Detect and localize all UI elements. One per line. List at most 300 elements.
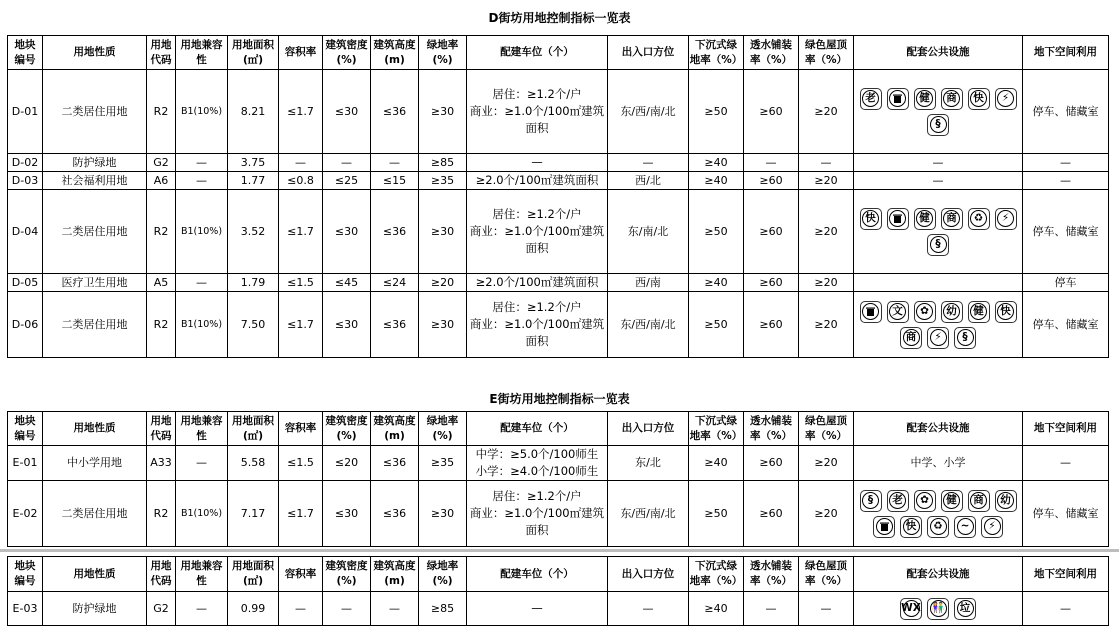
cell-land-compat: — (176, 592, 228, 626)
header-line: 下沉式绿 (695, 38, 737, 51)
parking-line: ≥2.0个/100㎡建筑面积 (475, 173, 599, 187)
cell-facilities (854, 274, 1023, 292)
header-line: (m) (384, 429, 405, 442)
power-icon: ⚡ (981, 516, 1003, 538)
cell-permeable: ≥60 (744, 446, 799, 481)
header-permeable (744, 412, 799, 446)
cell-sunken-green: ≥50 (689, 190, 744, 274)
cell-land-nature: 中小学用地 (43, 446, 147, 481)
cell-height: — (371, 154, 419, 172)
header-line: 用地兼容 (180, 38, 223, 51)
cell-underground: 停车、储藏室 (1023, 481, 1109, 547)
header-land-compat (176, 36, 228, 70)
header-line: (㎡) (242, 429, 264, 442)
cell-density: ≤30 (323, 70, 371, 154)
cell-land-area: 3.52 (228, 190, 279, 274)
fitness-icon: 健 (914, 208, 936, 230)
cell-plot-id: D-01 (8, 70, 43, 154)
cell-facilities: 中学、小学 (854, 446, 1023, 481)
power-icon: ⚡ (927, 327, 949, 349)
cell-sunken-green: ≥50 (689, 481, 744, 547)
table-row (8, 154, 1109, 172)
header-land-compat (176, 557, 228, 592)
header-line: (%) (432, 575, 453, 587)
header-far: 容积率 (279, 557, 323, 592)
commerce-icon: 商 (941, 208, 963, 230)
table-row (8, 70, 1109, 154)
cell-green-roof: ≥20 (799, 481, 854, 547)
fitness-icon: 健 (941, 490, 963, 512)
cell-land-nature: 医疗卫生用地 (43, 274, 147, 292)
header-green-roof (799, 557, 854, 592)
facility-icons (854, 86, 1022, 138)
cell-land-area: 7.17 (228, 481, 279, 547)
cell-land-code: A6 (147, 172, 176, 190)
cell-green-rate: ≥30 (419, 190, 467, 274)
header-land-nature: 用地性质 (43, 557, 147, 592)
header-line: 建筑高度 (373, 414, 416, 427)
page-separator (0, 549, 1119, 552)
cell-land-area: 3.75 (228, 154, 279, 172)
header-line: 建筑密度 (325, 560, 368, 572)
trash-bin-icon (860, 301, 882, 323)
header-sunken-green (689, 412, 744, 446)
cell-green-roof: ≥20 (799, 274, 854, 292)
header-line: 绿地率 (426, 38, 459, 51)
table-row (8, 190, 1109, 274)
recycle-icon: ♻ (968, 208, 990, 230)
express-icon: 快 (860, 208, 882, 230)
cell-green-roof: ≥20 (799, 446, 854, 481)
header-line: 地率（%） (689, 429, 743, 442)
cell-entrance: 西/北 (608, 172, 689, 190)
parking-line: 面积 (525, 523, 549, 537)
cell-land-area: 1.77 (228, 172, 279, 190)
cell-density: ≤20 (323, 446, 371, 481)
cell-underground: — (1023, 446, 1109, 481)
header-land-nature: 用地性质 (43, 412, 147, 446)
header-far: 容积率 (279, 36, 323, 70)
facility-icons (854, 488, 1022, 540)
header-line: 建筑高度 (373, 560, 416, 572)
header-line: 绿色屋顶 (805, 414, 847, 427)
trash-bin-icon (873, 516, 895, 538)
header-green-rate (419, 557, 467, 592)
header-line: 编号 (14, 53, 36, 66)
header-line: 性 (196, 575, 207, 587)
header-line: 绿色屋顶 (805, 560, 847, 572)
cell-green-rate: ≥30 (419, 292, 467, 358)
table-e-title: E街坊用地控制指标一览表 (489, 392, 630, 406)
header-line: 地率（%） (689, 53, 743, 66)
parking-line: 商业：≥1.0个/100㎡建筑 (469, 224, 605, 238)
cell-sunken-green: ≥40 (689, 154, 744, 172)
cell-parking (467, 172, 608, 190)
header-density (323, 36, 371, 70)
flower-icon: ✿ (914, 490, 936, 512)
header-facilities: 配套公共设施 (854, 412, 1023, 446)
header-land-compat (176, 412, 228, 446)
cell-land-code: G2 (147, 592, 176, 626)
header-line: 率（%） (804, 53, 848, 66)
header-permeable (744, 36, 799, 70)
cell-entrance: 东/南/北 (608, 190, 689, 274)
cell-land-nature: 二类居住用地 (43, 70, 147, 154)
cell-permeable: ≥60 (744, 190, 799, 274)
header-land-code (147, 557, 176, 592)
flower-icon: ✿ (914, 301, 936, 323)
water-icon: ~ (954, 516, 976, 538)
cell-land-nature: 二类居住用地 (43, 190, 147, 274)
cell-sunken-green: ≥50 (689, 292, 744, 358)
header-plot-id (8, 412, 43, 446)
cell-density: — (323, 592, 371, 626)
cell-permeable: ≥60 (744, 172, 799, 190)
parking-line: — (531, 155, 543, 169)
cell-density: ≤25 (323, 172, 371, 190)
cell-plot-id: E-02 (8, 481, 43, 547)
table-e (7, 411, 1109, 547)
table-row (8, 481, 1109, 547)
table-row (8, 292, 1109, 358)
cell-far: ≤0.8 (279, 172, 323, 190)
cell-green-rate: ≥30 (419, 481, 467, 547)
header-permeable (744, 557, 799, 592)
parking-line: 居住：≥1.2个/户 (492, 489, 582, 503)
header-land-area (228, 557, 279, 592)
cell-green-rate: ≥35 (419, 446, 467, 481)
cell-far: ≤1.7 (279, 292, 323, 358)
header-plot-id (8, 36, 43, 70)
header-line: (%) (432, 53, 453, 66)
elderly-icon: 老 (887, 490, 909, 512)
parking-line: 面积 (525, 241, 549, 255)
gas-icon: § (927, 114, 949, 136)
commerce-icon: 商 (968, 490, 990, 512)
cell-permeable: ≥60 (744, 70, 799, 154)
header-line: 用地兼容 (180, 560, 223, 572)
cell-green-roof: — (799, 592, 854, 626)
facility-icons (854, 596, 1022, 622)
cell-land-compat: B1(10%) (176, 292, 228, 358)
express-icon: 快 (995, 301, 1017, 323)
cell-land-area: 0.99 (228, 592, 279, 626)
cell-land-compat: — (176, 172, 228, 190)
cell-land-code: R2 (147, 481, 176, 547)
cell-green-roof: ≥20 (799, 172, 854, 190)
cell-density: ≤30 (323, 481, 371, 547)
header-line: 率（%） (749, 575, 793, 587)
parking-line: 居住：≥1.2个/户 (492, 300, 582, 314)
header-parking: 配建车位（个） (467, 36, 608, 70)
cell-parking (467, 592, 608, 626)
express-icon: 快 (900, 516, 922, 538)
header-line: 率（%） (749, 429, 793, 442)
header-line: 建筑密度 (325, 38, 368, 51)
trash-bin-icon (887, 88, 909, 110)
toilet-people-icon: 👫 (927, 598, 949, 620)
commerce-icon: 商 (941, 88, 963, 110)
header-line: 地块 (14, 414, 36, 427)
table-d-title: D街坊用地控制指标一览表 (488, 11, 631, 25)
commerce-icon: 商 (900, 327, 922, 349)
header-line: 用地 (150, 414, 172, 427)
header-line: 用地兼容 (180, 414, 223, 427)
header-line: (%) (336, 429, 357, 442)
header-line: 透水铺装 (750, 38, 792, 51)
cell-parking (467, 154, 608, 172)
header-line: 下沉式绿 (695, 414, 737, 427)
elderly-icon: 老 (860, 88, 882, 110)
cell-facilities (854, 70, 1023, 154)
header-underground: 地下空间利用 (1023, 36, 1109, 70)
cell-plot-id: D-02 (8, 154, 43, 172)
cell-green-rate: ≥85 (419, 154, 467, 172)
header-underground: 地下空间利用 (1023, 557, 1109, 592)
table-row (8, 274, 1109, 292)
recycle-icon: ♻ (927, 516, 949, 538)
header-plot-id (8, 557, 43, 592)
cell-green-roof: ≥20 (799, 190, 854, 274)
cell-sunken-green: ≥40 (689, 446, 744, 481)
gas-icon: § (927, 234, 949, 256)
cell-density: — (323, 154, 371, 172)
cell-height: ≤36 (371, 190, 419, 274)
power-icon: ⚡ (995, 88, 1017, 110)
cell-plot-id: D-04 (8, 190, 43, 274)
cell-density: ≤30 (323, 190, 371, 274)
cell-land-area: 7.50 (228, 292, 279, 358)
parking-line: ≥2.0个/100㎡建筑面积 (475, 275, 599, 289)
cell-plot-id: D-05 (8, 274, 43, 292)
cell-permeable: — (744, 592, 799, 626)
header-line: 率（%） (749, 53, 793, 66)
header-line: 率（%） (804, 575, 848, 587)
parking-line: 小学：≥4.0个/100师生 (475, 464, 599, 478)
cell-green-rate: ≥85 (419, 592, 467, 626)
parking-line: 商业：≥1.0个/100㎡建筑 (469, 506, 605, 520)
header-line: 地块 (14, 38, 36, 51)
cell-green-rate: ≥35 (419, 172, 467, 190)
cell-land-code: R2 (147, 190, 176, 274)
header-sunken-green (689, 557, 744, 592)
cell-land-area: 8.21 (228, 70, 279, 154)
cell-land-code: R2 (147, 292, 176, 358)
cell-land-compat: — (176, 274, 228, 292)
header-line: 代码 (150, 429, 172, 442)
cell-parking (467, 446, 608, 481)
header-facilities: 配套公共设施 (854, 557, 1023, 592)
cell-sunken-green: ≥50 (689, 70, 744, 154)
cell-far: — (279, 154, 323, 172)
trash-bin-icon (887, 208, 909, 230)
cell-land-code: A33 (147, 446, 176, 481)
header-height (371, 36, 419, 70)
header-line: (%) (336, 53, 357, 66)
header-line: 透水铺装 (750, 560, 792, 572)
cell-permeable: — (744, 154, 799, 172)
cell-height: ≤36 (371, 292, 419, 358)
cell-land-area: 1.79 (228, 274, 279, 292)
header-line: (m) (384, 53, 405, 66)
kindergarten-icon: 幼 (995, 490, 1017, 512)
cell-land-compat: — (176, 154, 228, 172)
cell-density: ≤30 (323, 292, 371, 358)
table-row (8, 446, 1109, 481)
fitness-icon: 健 (968, 301, 990, 323)
header-line: 性 (196, 53, 207, 66)
cell-land-compat: B1(10%) (176, 190, 228, 274)
cell-land-nature: 二类居住用地 (43, 292, 147, 358)
cell-land-nature: 二类居住用地 (43, 481, 147, 547)
wc-icon: WX (900, 598, 922, 620)
cell-land-code: A5 (147, 274, 176, 292)
cell-land-code: G2 (147, 154, 176, 172)
cell-height: ≤15 (371, 172, 419, 190)
header-sunken-green (689, 36, 744, 70)
table-e-continued (7, 556, 1109, 626)
cell-far: ≤1.7 (279, 190, 323, 274)
parking-line: 居住：≥1.2个/户 (492, 87, 582, 101)
cell-land-code: R2 (147, 70, 176, 154)
header-line: 代码 (150, 575, 172, 587)
cell-facilities (854, 481, 1023, 547)
header-line: 绿地率 (426, 560, 459, 572)
cell-land-compat: B1(10%) (176, 70, 228, 154)
header-line: 编号 (14, 575, 36, 587)
header-line: 用地 (150, 560, 172, 572)
cell-far: ≤1.7 (279, 481, 323, 547)
cell-underground: 停车、储藏室 (1023, 292, 1109, 358)
parking-line: 商业：≥1.0个/100㎡建筑 (469, 104, 605, 118)
header-line: 绿色屋顶 (805, 38, 847, 51)
cell-density: ≤45 (323, 274, 371, 292)
gas-icon: § (860, 490, 882, 512)
header-height (371, 557, 419, 592)
header-green-roof (799, 36, 854, 70)
parking-line: 面积 (525, 334, 549, 348)
garbage-station-icon: 垃 (954, 598, 976, 620)
cell-permeable: ≥60 (744, 481, 799, 547)
table-row (8, 592, 1109, 626)
header-parking: 配建车位（个） (467, 412, 608, 446)
cell-green-rate: ≥20 (419, 274, 467, 292)
cell-facilities: — (854, 154, 1023, 172)
cell-entrance: 东/西/南/北 (608, 481, 689, 547)
cell-plot-id: D-03 (8, 172, 43, 190)
header-entrance: 出入口方位 (608, 36, 689, 70)
cell-entrance: 西/南 (608, 274, 689, 292)
header-line: (m) (384, 575, 405, 587)
gas-icon: § (954, 327, 976, 349)
cell-parking (467, 292, 608, 358)
cell-entrance: — (608, 154, 689, 172)
header-land-code (147, 36, 176, 70)
header-line: 率（%） (804, 429, 848, 442)
header-line: 用地面积 (232, 414, 274, 427)
cell-entrance: — (608, 592, 689, 626)
header-line: 透水铺装 (750, 414, 792, 427)
cell-underground: — (1023, 172, 1109, 190)
facility-icons (854, 206, 1022, 258)
cell-plot-id: D-06 (8, 292, 43, 358)
header-green-rate (419, 412, 467, 446)
fitness-icon: 健 (914, 88, 936, 110)
cell-facilities (854, 190, 1023, 274)
header-line: 地率（%） (689, 575, 743, 587)
power-icon: ⚡ (995, 208, 1017, 230)
header-entrance: 出入口方位 (608, 412, 689, 446)
cell-green-roof: — (799, 154, 854, 172)
cell-sunken-green: ≥40 (689, 172, 744, 190)
header-height (371, 412, 419, 446)
kindergarten-icon: 幼 (941, 301, 963, 323)
header-line: 绿地率 (426, 414, 459, 427)
header-entrance: 出入口方位 (608, 557, 689, 592)
cell-underground: — (1023, 154, 1109, 172)
cell-underground: — (1023, 592, 1109, 626)
header-row (8, 36, 1109, 70)
table-d (7, 35, 1109, 358)
cell-height: ≤36 (371, 481, 419, 547)
parking-line: — (531, 601, 543, 615)
cell-underground: 停车 (1023, 274, 1109, 292)
cell-height: ≤36 (371, 446, 419, 481)
cell-far: ≤1.5 (279, 274, 323, 292)
header-line: 地块 (14, 560, 36, 572)
header-line: (%) (432, 429, 453, 442)
cell-entrance: 东/西/南/北 (608, 292, 689, 358)
header-land-area (228, 412, 279, 446)
cell-height: ≤36 (371, 70, 419, 154)
header-line: 建筑密度 (325, 414, 368, 427)
header-underground: 地下空间利用 (1023, 412, 1109, 446)
cell-underground: 停车、储藏室 (1023, 70, 1109, 154)
header-line: (㎡) (242, 53, 264, 66)
header-line: 用地面积 (232, 560, 274, 572)
header-density (323, 557, 371, 592)
cell-land-compat: B1(10%) (176, 481, 228, 547)
cell-sunken-green: ≥40 (689, 592, 744, 626)
facility-icons (854, 299, 1022, 351)
header-far: 容积率 (279, 412, 323, 446)
cell-green-roof: ≥20 (799, 292, 854, 358)
cell-facilities (854, 592, 1023, 626)
cell-parking (467, 190, 608, 274)
header-line: (%) (336, 575, 357, 587)
header-row (8, 557, 1109, 592)
cell-permeable: ≥60 (744, 274, 799, 292)
header-line: 用地 (150, 38, 172, 51)
cell-entrance: 东/西/南/北 (608, 70, 689, 154)
cell-plot-id: E-03 (8, 592, 43, 626)
header-line: 性 (196, 429, 207, 442)
cell-land-nature: 社会福利用地 (43, 172, 147, 190)
cell-far: ≤1.5 (279, 446, 323, 481)
header-line: 下沉式绿 (695, 560, 737, 572)
cell-parking (467, 274, 608, 292)
parking-line: 居住：≥1.2个/户 (492, 207, 582, 221)
header-land-nature: 用地性质 (43, 36, 147, 70)
cell-parking (467, 70, 608, 154)
cell-facilities: — (854, 172, 1023, 190)
cell-height: ≤24 (371, 274, 419, 292)
cell-land-nature: 防护绿地 (43, 592, 147, 626)
cell-underground: 停车、储藏室 (1023, 190, 1109, 274)
parking-line: 商业：≥1.0个/100㎡建筑 (469, 317, 605, 331)
cell-plot-id: E-01 (8, 446, 43, 481)
header-green-roof (799, 412, 854, 446)
